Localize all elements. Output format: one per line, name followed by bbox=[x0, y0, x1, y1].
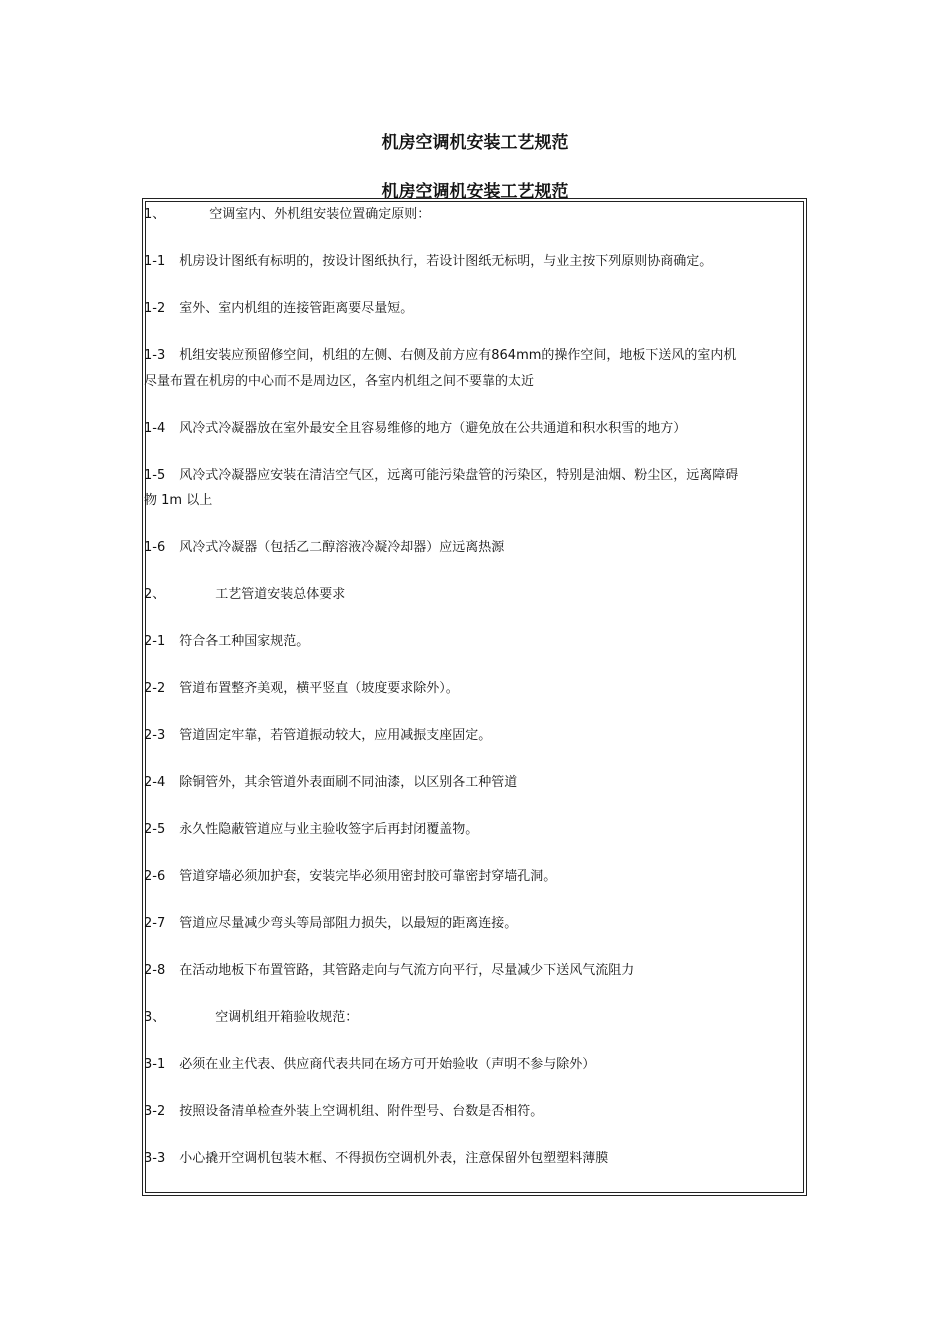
item-text-part: 尽量布置在机房的中心而不是周边区，各室内机组之间不要靠的太近 bbox=[144, 374, 535, 389]
item-number: 2-1 bbox=[144, 634, 166, 649]
item-number: 1-2 bbox=[144, 301, 166, 316]
item-number: 2、 bbox=[144, 587, 166, 602]
item-text: 空调室内、外机组安装位置确定原则： bbox=[209, 207, 431, 222]
table-title: 机房空调机安装工艺规范 bbox=[381, 182, 569, 202]
item-text: 管道固定牢靠，若管道振动较大，应用减振支座固定。 bbox=[179, 728, 492, 743]
list-item-1-4 bbox=[144, 416, 804, 442]
item-text: 工艺管道安装总体要求 bbox=[215, 587, 346, 602]
item-number: 1-3 bbox=[144, 348, 166, 363]
item-text: 按照设备清单检查外装上空调机组、附件型号、台数是否相符。 bbox=[179, 1104, 544, 1119]
item-number: 3-3 bbox=[144, 1151, 166, 1166]
item-number: 3-2 bbox=[144, 1104, 166, 1119]
item-number: 2-3 bbox=[144, 728, 166, 743]
document-title: 机房空调机安装工艺规范 bbox=[381, 133, 569, 153]
list-item-3-1 bbox=[144, 1052, 804, 1078]
item-number: 1-6 bbox=[144, 540, 166, 555]
item-number: 3、 bbox=[144, 1010, 166, 1025]
list-item-2-2 bbox=[144, 676, 804, 702]
list-item-2-6 bbox=[144, 864, 804, 890]
item-number: 1-5 bbox=[144, 468, 166, 483]
item-text: 风冷式冷凝器（包括乙二醇溶液冷凝冷却器）应远离热源 bbox=[179, 540, 505, 555]
list-item-2-8 bbox=[144, 958, 804, 984]
item-text: 管道应尽量减少弯头等局部阻力损失，以最短的距离连接。 bbox=[179, 916, 518, 931]
item-text: 机房设计图纸有标明的，按设计图纸执行，若设计图纸无标明，与业主按下列原则协商确定。 bbox=[179, 254, 713, 269]
list-item-1-5-continued bbox=[144, 488, 804, 514]
section-heading-1 bbox=[144, 202, 804, 228]
item-text: 室外、室内机组的连接管距离要尽量短。 bbox=[179, 301, 414, 316]
item-text-part: 风冷式冷凝器应安装在清洁空气区，远离可能污染盘管的污染区，特别是油烟、粉尘区，远离障碍 bbox=[179, 468, 739, 483]
item-text: 永久性隐蔽管道应与业主验收签字后再封闭覆盖物。 bbox=[179, 822, 479, 837]
section-heading-3 bbox=[144, 1005, 804, 1031]
item-number: 3-1 bbox=[144, 1057, 166, 1072]
item-text: 符合各工种国家规范。 bbox=[179, 634, 310, 649]
list-item-1-1 bbox=[144, 249, 804, 275]
section-heading-2 bbox=[144, 582, 804, 608]
item-text: 在活动地板下布置管路，其管路走向与气流方向平行，尽量减少下送风气流阻力 bbox=[179, 963, 635, 978]
list-item-1-3 bbox=[144, 343, 804, 369]
item-text: 管道穿墙必须加护套，安装完毕必须用密封胶可靠密封穿墙孔洞。 bbox=[179, 869, 557, 884]
item-text-measure: 1m bbox=[161, 493, 183, 508]
item-number: 2-5 bbox=[144, 822, 166, 837]
item-text: 风冷式冷凝器放在室外最安全且容易维修的地方（避免放在公共通道和积水积雪的地方） bbox=[179, 421, 687, 436]
list-item-3-3 bbox=[144, 1146, 804, 1172]
list-item-1-6 bbox=[144, 535, 804, 561]
list-item-1-2 bbox=[144, 296, 804, 322]
item-text-measure: 864mm bbox=[491, 348, 542, 363]
item-text: 除铜管外，其余管道外表面刷不同油漆，以区别各工种管道 bbox=[179, 775, 518, 790]
item-text-part: 以上 bbox=[186, 493, 213, 508]
item-number: 1-4 bbox=[144, 421, 166, 436]
item-number: 2-8 bbox=[144, 963, 166, 978]
list-item-3-2 bbox=[144, 1099, 804, 1125]
item-text: 管道布置整齐美观，横平竖直（坡度要求除外）。 bbox=[179, 681, 459, 696]
item-number: 1、 bbox=[144, 207, 166, 222]
item-number: 2-2 bbox=[144, 681, 166, 696]
item-number: 2-7 bbox=[144, 916, 166, 931]
list-item-1-3-continued bbox=[144, 369, 804, 395]
item-text: 空调机组开箱验收规范： bbox=[215, 1010, 359, 1025]
item-text-part: 物 bbox=[144, 493, 158, 508]
item-text-part: 机组安装应预留修空间，机组的左侧、右侧及前方应有 bbox=[179, 348, 492, 363]
item-number: 2-6 bbox=[144, 869, 166, 884]
item-text-part: 的操作空间，地板下送风的室内机 bbox=[541, 348, 737, 363]
item-number: 2-4 bbox=[144, 775, 166, 790]
item-text: 必须在业主代表、供应商代表共同在场方可开始验收（声明不参与除外） bbox=[179, 1057, 596, 1072]
list-item-2-4 bbox=[144, 770, 804, 796]
list-item-2-1 bbox=[144, 629, 804, 655]
list-item-1-5 bbox=[144, 463, 804, 489]
list-item-2-3 bbox=[144, 723, 804, 749]
list-item-2-7 bbox=[144, 911, 804, 937]
item-text: 小心撬开空调机包装木框、不得损伤空调机外表，注意保留外包塑塑料薄膜 bbox=[179, 1151, 609, 1166]
item-number: 1-1 bbox=[144, 254, 166, 269]
list-item-2-5 bbox=[144, 817, 804, 843]
